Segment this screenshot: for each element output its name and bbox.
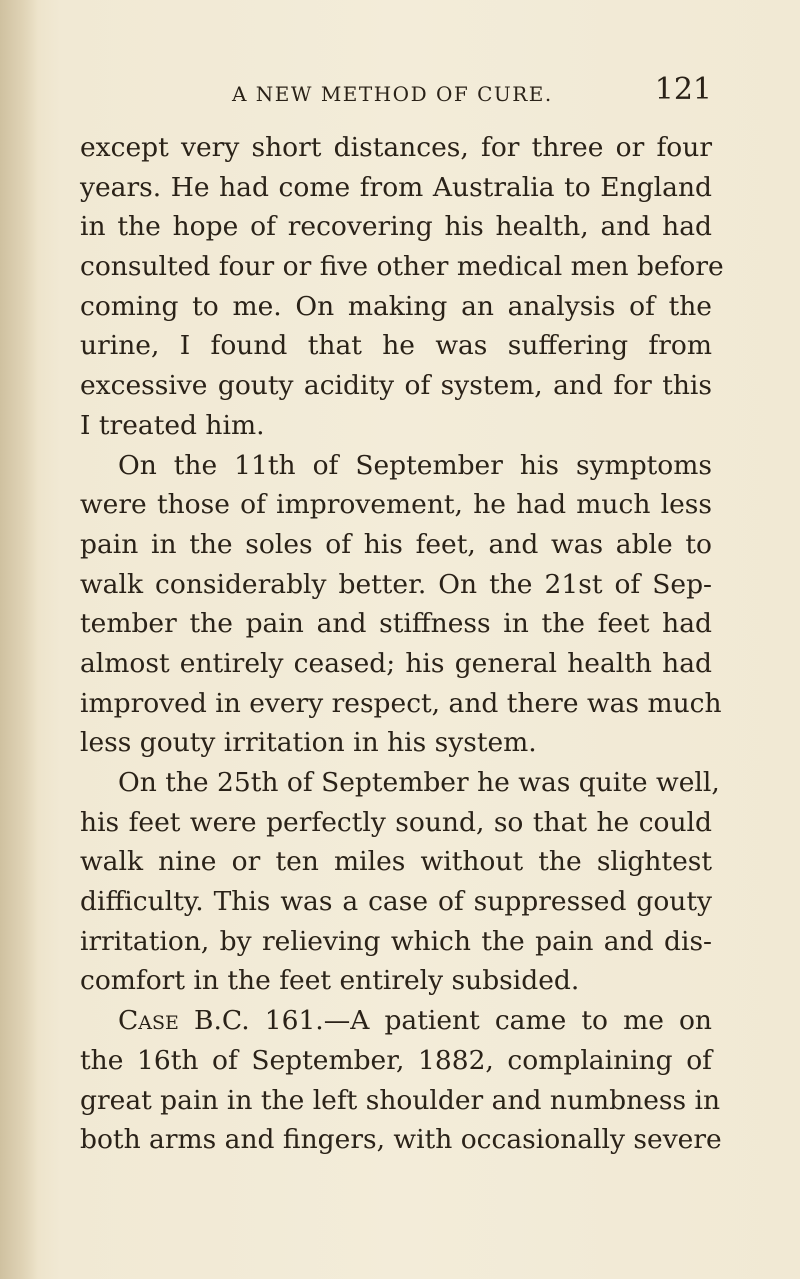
- text-line-rest: B.C. 161.—A patient came to me on: [178, 1005, 712, 1037]
- text-line: pain in the soles of his feet, and was able to: [80, 528, 712, 560]
- text-line: years. He had come from Australia to England: [80, 171, 712, 203]
- page-number: 121: [654, 72, 712, 107]
- text-line: were those of improvement, he had much less: [80, 489, 712, 521]
- text-line: both arms and fingers, with occasionally severe: [80, 1124, 722, 1156]
- text-line: the 16th of September, 1882, complaining of: [80, 1044, 712, 1076]
- text-line: great pain in the left shoulder and numbness in: [80, 1084, 721, 1116]
- text-line: tember the pain and stiffness in the feet had: [80, 608, 712, 640]
- text-line: On the 25th of September he was quite well,: [118, 767, 720, 798]
- text-line: almost entirely ceased; his general health had: [80, 647, 712, 679]
- text-line: difficulty. This was a case of suppressed gouty: [80, 886, 712, 918]
- text-line: irritation, by relieving which the pain and dis-: [80, 925, 712, 957]
- text-line: comfort in the feet entirely subsided.: [80, 965, 580, 997]
- text-line: urine, I found that he was suffering from: [80, 330, 712, 362]
- text-line: consulted four or five other medical men before: [80, 251, 724, 283]
- text-line: less gouty irritation in his system.: [80, 727, 537, 759]
- text-line: walk nine or ten miles without the slightest: [80, 846, 712, 878]
- case-label: Case: [118, 1005, 179, 1037]
- text-line: coming to me. On making an analysis of the: [80, 290, 712, 322]
- text-line: I treated him.: [80, 409, 265, 441]
- text-line: except very short distances, for three or four: [80, 132, 712, 163]
- running-title: A NEW METHOD OF CURE.: [232, 82, 553, 106]
- text-line: in the hope of recovering his health, and had: [80, 211, 712, 243]
- text-line: his feet were perfectly sound, so that he could: [80, 806, 712, 838]
- page-header: [232, 72, 712, 112]
- text-line: On the 11th of September his symptoms: [118, 449, 712, 481]
- text-line: excessive gouty acidity of system, and for this: [80, 370, 712, 402]
- page-gutter-shadow: [0, 0, 38, 1279]
- text-line: [80, 1001, 712, 1041]
- text-line: improved in every respect, and there was much: [80, 687, 722, 719]
- body-text: [80, 128, 724, 1160]
- text-line: walk considerably better. On the 21st of Sep-: [80, 568, 712, 600]
